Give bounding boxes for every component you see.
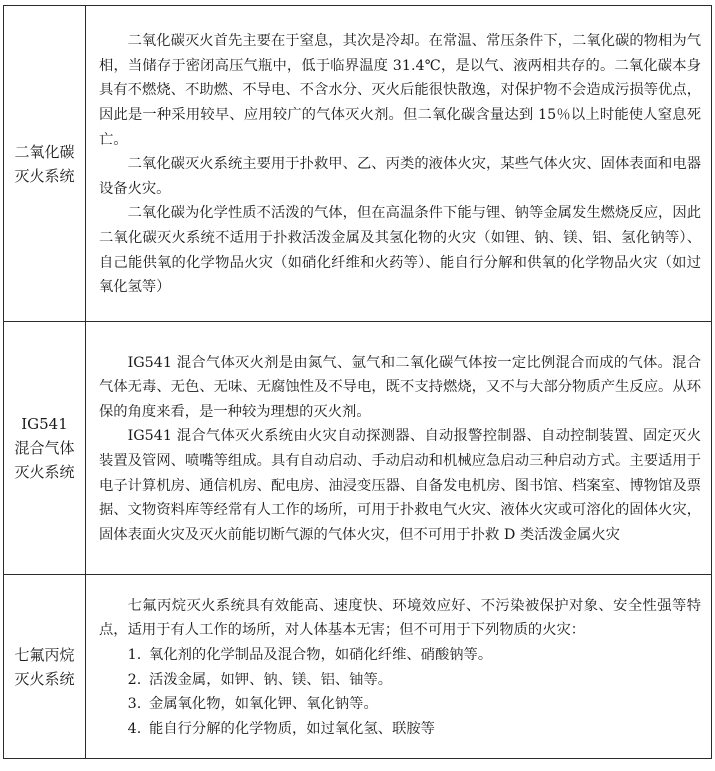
system-name-line: IG541 bbox=[21, 415, 68, 433]
system-name-cell bbox=[4, 575, 86, 759]
list-item bbox=[99, 692, 701, 717]
table-row-co2 bbox=[4, 6, 712, 322]
system-name-line: 七氟丙烷 bbox=[14, 645, 75, 664]
system-name-line: 二氧化碳 bbox=[14, 142, 75, 161]
description-paragraph: IG541 混合气体灭火剂是由氮气、氩气和二氧化碳气体按一定比例混合而成的气体。混合气体无毒、无色、无味、无腐蚀性及不导电，既不支持燃烧，又不与大部分物质产生反应。从环保的角度来看，是一种较为理想的灭火剂。 bbox=[99, 354, 701, 420]
system-description-cell bbox=[86, 6, 712, 322]
description-paragraph: 二氧化碳灭火首先主要在于窒息，其次是冷却。在常温、常压条件下，二氧化碳的物相为气相，当储存于密闭高压气瓶中，低于临界温度 31.4℃，是以气、液两相共存的。二氧化碳本身具有不燃烧、不助燃、不导电、不含水分、灭火后能很快散逸，对保护物不会造成污损等优点，因此是一种采用较早、应用较广的气体灭火剂。但二氧化碳含量达到 15％以上时能使人窒息死亡。 bbox=[99, 33, 701, 148]
description-paragraph: 七氟丙烷灭火系统具有效能高、速度快、环境效应好、不污染被保护对象、安全性强等特点，适用于有人工作的场所，对人体基本无害；但不可用于下列物质的火灾： bbox=[99, 597, 701, 639]
description-paragraph: IG541 混合气体灭火系统由火灾自动探测器、自动报警控制器、自动控制装置、固定灭火装置及管网、喷嘴等组成。具有自动启动、手动启动和机械应急启动三种启动方式。主要适用于电子计算机房、通信机房、配电房、油浸变压器、自备发电机房、图书馆、档案室、博物馆及票据、文物资料库等经常有人工作的场所，可用于扑救电气火灾、液体火灾或可溶化的固体火灾，固体表面火灾及灭火前能切断气源的气体火灾，但不可用于扑救 D 类活泼金属火灾 bbox=[99, 428, 701, 543]
list-number: 4. bbox=[127, 720, 142, 737]
list-item bbox=[99, 643, 701, 668]
list-number: 2. bbox=[127, 671, 142, 688]
system-name-cell bbox=[4, 6, 86, 322]
list-text: 能自行分解的化学物质，如过氧化氢、联胺等 bbox=[149, 720, 435, 737]
table-row-hfc227ea bbox=[4, 575, 712, 759]
list-number: 3. bbox=[127, 696, 142, 713]
system-name-cell bbox=[4, 322, 86, 575]
list-number: 1. bbox=[127, 646, 142, 663]
table-row-ig541 bbox=[4, 322, 712, 575]
system-name-line: 灭火系统 bbox=[14, 669, 75, 688]
system-description-cell bbox=[86, 322, 712, 575]
system-name-line: 灭火系统 bbox=[14, 463, 75, 481]
list-text: 金属氧化物，如氧化钾、氧化钠等。 bbox=[149, 696, 378, 713]
description-paragraph: 二氧化碳灭火系统主要用于扑救甲、乙、丙类的液体火灾，某些气体火灾、固体表面和电器设备火灾。 bbox=[99, 156, 701, 197]
system-description-cell bbox=[86, 575, 712, 759]
list-text: 活泼金属，如钾、钠、镁、铝、铀等。 bbox=[149, 671, 393, 688]
system-name-line: 混合气体 bbox=[14, 439, 75, 457]
system-name-line: 灭火系统 bbox=[14, 166, 75, 185]
list-item bbox=[99, 717, 701, 742]
description-paragraph: 二氧化碳为化学性质不活泼的气体，但在高温条件下能与锂、钠等金属发生燃烧反应，因此二氧化碳灭火系统不适用于扑救活泼金属及其氢化物的火灾（如锂、钠、镁、铝、氢化钠等）、自己能供氧的化学物品火灾（如硝化纤维和火药等）、能自行分解和供氧的化学物品火灾（如过氧化氢等） bbox=[99, 205, 701, 296]
list-item bbox=[99, 668, 701, 693]
list-text: 氧化剂的化学制品及混合物，如硝化纤维、硝酸钠等。 bbox=[149, 646, 493, 663]
fire-extinguishing-systems-table bbox=[3, 5, 712, 759]
